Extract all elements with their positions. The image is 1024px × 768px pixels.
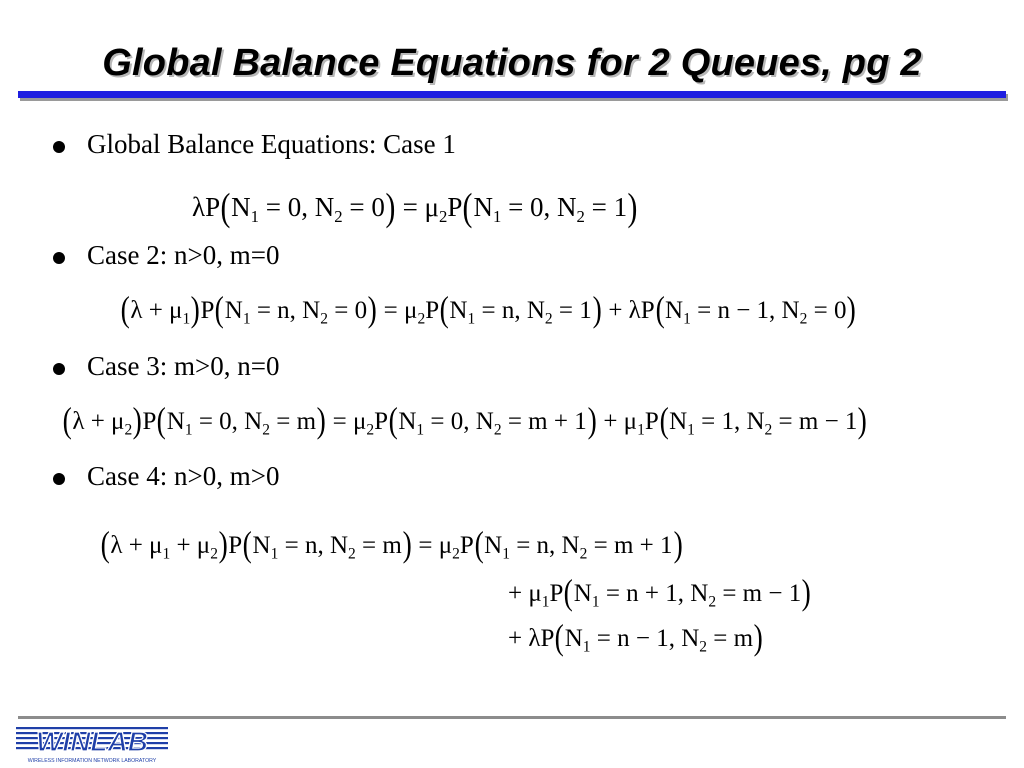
equation-case-3: $(\lambda + \mu_2)P(N_1 = 0$, $N_2 = m) = \mu_2P(N_1 = 0$, $N_2 = m + 1) + \mu_1P(N_1 = 1$, $N_2 = m - 1$) [62, 401, 868, 441]
bullet-text-4: Case 4: n>0, m>0 [87, 461, 280, 491]
bullet-text-3: Case 3: m>0, n=0 [87, 351, 280, 381]
equation-case-4-line-2: + $\mu_1P(N_1 = n + 1$, $N_2 = m - 1$) [508, 573, 811, 613]
equation-case-4-line-3: + $\lambda P(N_1 = n - 1$, $N_2 = m$) [508, 618, 763, 658]
bullet-dot-3 [53, 363, 65, 375]
footer-rule [18, 716, 1006, 719]
equation-case-2: $(\lambda + \mu_1)P(N_1 = n$, $N_2 = 0) = \mu_2P(N_1 = n$, $N_2 = 1) + \lambda P(N_1 = n - 1$, $N_2 = 0$) [120, 290, 857, 330]
bullet-dot-1 [53, 141, 65, 153]
logo-wordmark: WINLAB [36, 726, 148, 757]
equation-case-1: $\lambda P(N_1 = 0$, $N_2 = 0) = \mu_2P(N_1 = 0$, $N_2 = 1$) [192, 185, 638, 229]
slide-title: Global Balance Equations for 2 Queues, pg 2 [102, 42, 922, 84]
bullet-dot-4 [53, 473, 65, 485]
equation-case-4-line-1: $(\lambda + \mu_1 + \mu_2)P(N_1 = n$, $N_2 = m) = \mu_2P(N_1 = n$, $N_2 = m + 1$) [100, 525, 683, 565]
bullet-text-1: Global Balance Equations: Case 1 [87, 129, 456, 159]
winlab-logo [16, 725, 168, 765]
title-underline [18, 91, 1006, 98]
logo-subtitle: WIRELESS INFORMATION NETWORK LABORATORY [27, 758, 157, 764]
bullet-dot-2 [53, 252, 65, 264]
bullet-text-2: Case 2: n>0, m=0 [87, 240, 280, 270]
